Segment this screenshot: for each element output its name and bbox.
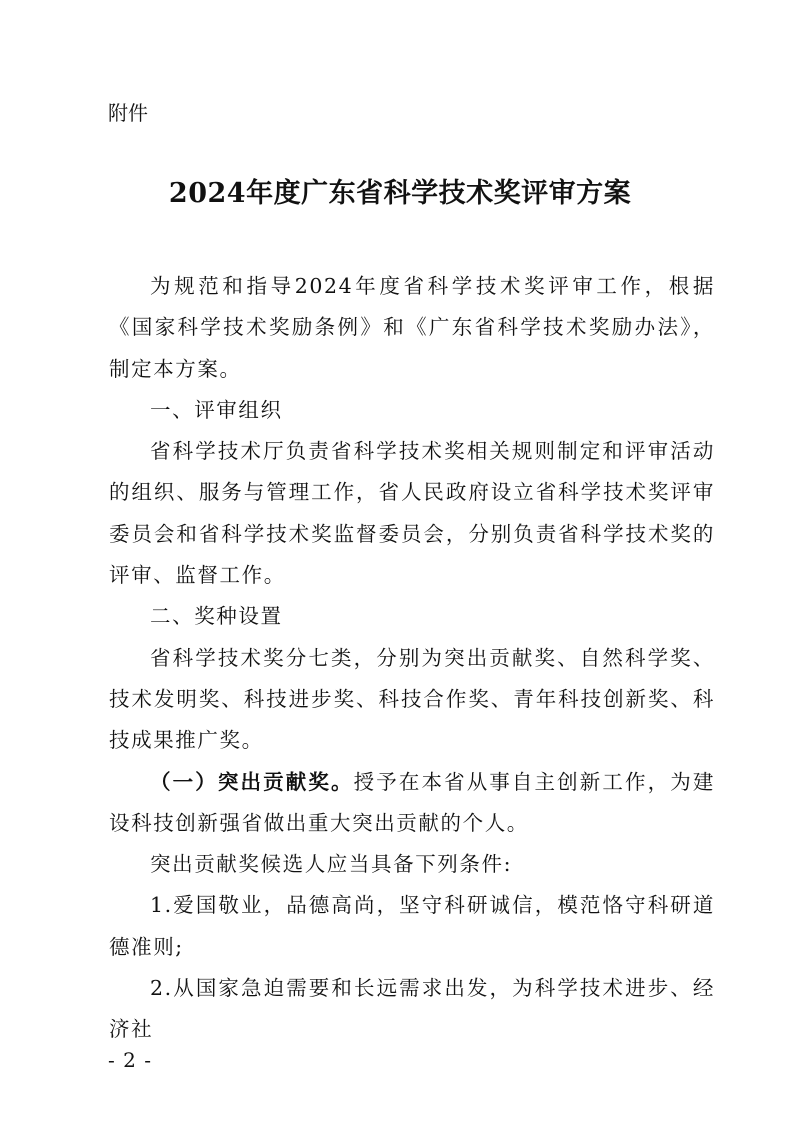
page-number: - 2 - <box>108 1048 152 1072</box>
attachment-label: 附件 <box>108 101 148 125</box>
outstanding-contribution-text: 授予在本省从事自主创新工作，为建设科技创新强省做出重大突出贡献的个人。 <box>109 769 715 835</box>
document-body <box>109 266 715 1051</box>
section-heading-award-types: 二、奖种设置 <box>150 604 283 629</box>
award-types-paragraph: 省科学技术奖分七类，分别为突出贡献奖、自然科学奖、技术发明奖、科技进步奖、科技合作奖、青年科技创新奖、科技成果推广奖。 <box>109 645 715 753</box>
section-heading-organization: 一、评审组织 <box>150 397 283 422</box>
outstanding-contribution-paragraph <box>109 762 715 845</box>
condition-2: 2.从国家急迫需要和长远需求出发，为科学技术进步、经济社 <box>109 976 715 1042</box>
document-title: 2024年度广东省科学技术奖评审方案 <box>168 178 632 209</box>
intro-paragraph: 为规范和指导2024年度省科学技术奖评审工作，根据《国家科学技术奖励条例》和《广东省科学技术奖励办法》，制定本方案。 <box>109 274 715 381</box>
condition-1: 1.爱国敬业，品德高尚，坚守科研诚信，模范恪守科研道德准则; <box>109 893 715 959</box>
outstanding-contribution-lead: （一）突出贡献奖。 <box>150 769 354 794</box>
conditions-intro: 突出贡献奖候选人应当具备下列条件: <box>150 852 513 877</box>
organization-paragraph: 省科学技术厅负责省科学技术奖相关规则制定和评审活动的组织、服务与管理工作，省人民政府设立省科学技术奖评审委员会和省科学技术奖监督委员会，分别负责省科学技术奖的评审、监督工作。 <box>109 439 715 588</box>
